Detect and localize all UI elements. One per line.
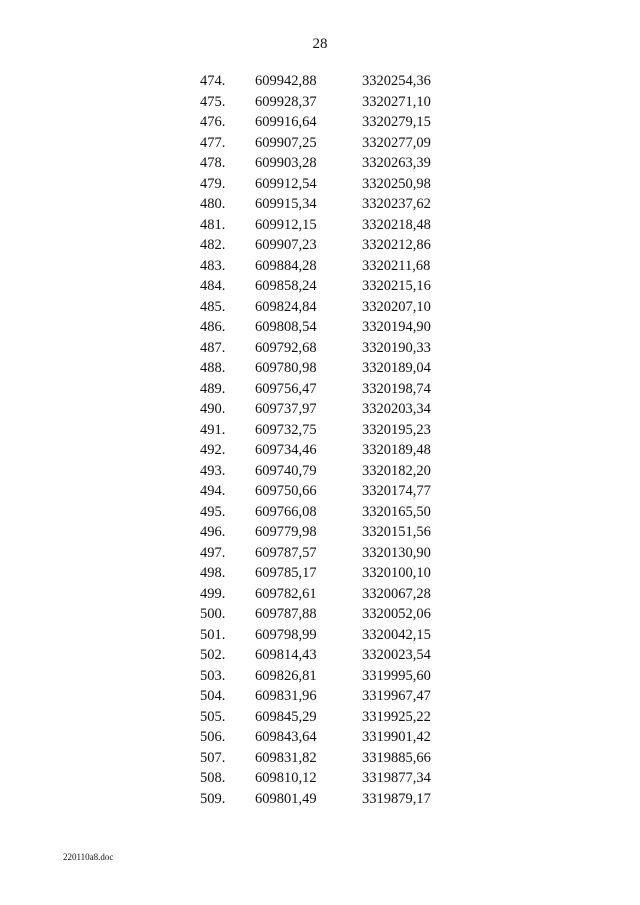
point-number: 508. <box>200 770 226 786</box>
table-row <box>0 297 640 318</box>
y-coordinate: 3320198,74 <box>362 380 431 397</box>
table-row <box>0 276 640 297</box>
point-number: 503. <box>200 667 226 684</box>
x-coordinate: 609928,37 <box>255 93 317 110</box>
x-coordinate: 609779,98 <box>255 524 317 540</box>
x-coordinate: 609912,15 <box>255 216 317 233</box>
y-coordinate: 3320203,34 <box>362 401 431 417</box>
y-coordinate: 3320215,16 <box>362 278 431 294</box>
y-coordinate: 3320212,86 <box>362 237 431 253</box>
y-coordinate: 3320151,56 <box>362 524 431 540</box>
x-coordinate: 609826,81 <box>255 667 317 684</box>
table-row <box>0 686 640 707</box>
point-number: 475. <box>200 93 226 110</box>
table-row <box>0 256 640 277</box>
table-row <box>0 481 640 502</box>
x-coordinate: 609732,75 <box>255 421 317 438</box>
x-coordinate: 609942,88 <box>255 73 317 89</box>
x-coordinate: 609750,66 <box>255 483 317 499</box>
point-number: 500. <box>200 606 226 622</box>
point-number: 507. <box>200 749 226 766</box>
y-coordinate: 3320195,23 <box>362 421 431 438</box>
table-row <box>0 92 640 113</box>
y-coordinate: 3320271,10 <box>362 93 431 110</box>
y-coordinate: 3320042,15 <box>362 626 431 643</box>
y-coordinate: 3320189,04 <box>362 360 431 376</box>
y-coordinate: 3320182,20 <box>362 462 431 479</box>
x-coordinate: 609824,84 <box>255 298 317 315</box>
y-coordinate: 3320218,48 <box>362 216 431 233</box>
point-number: 487. <box>200 339 226 356</box>
point-number: 480. <box>200 196 226 212</box>
y-coordinate: 3320263,39 <box>362 155 431 171</box>
y-coordinate: 3320211,68 <box>362 257 431 274</box>
point-number: 509. <box>200 790 226 807</box>
table-row <box>0 379 640 400</box>
point-number: 486. <box>200 319 226 335</box>
point-number: 484. <box>200 278 226 294</box>
y-coordinate: 3320067,28 <box>362 585 431 602</box>
y-coordinate: 3319995,60 <box>362 667 431 684</box>
y-coordinate: 3319925,22 <box>362 708 431 725</box>
point-number: 474. <box>200 73 226 89</box>
table-row <box>0 502 640 523</box>
x-coordinate: 609831,96 <box>255 688 317 704</box>
table-row <box>0 317 640 338</box>
table-row <box>0 461 640 482</box>
table-row <box>0 235 640 256</box>
y-coordinate: 3320189,48 <box>362 442 431 458</box>
page-number: 28 <box>312 36 328 52</box>
table-row <box>0 748 640 769</box>
point-number: 501. <box>200 626 226 643</box>
point-number: 499. <box>200 585 226 602</box>
table-row <box>0 543 640 564</box>
table-row <box>0 358 640 379</box>
x-coordinate: 609903,28 <box>255 155 317 171</box>
point-number: 497. <box>200 544 226 561</box>
x-coordinate: 609810,12 <box>255 770 317 786</box>
x-coordinate: 609907,25 <box>255 134 317 151</box>
table-row <box>0 112 640 133</box>
y-coordinate: 3320023,54 <box>362 647 431 663</box>
point-number: 504. <box>200 688 226 704</box>
y-coordinate: 3319877,34 <box>362 770 431 786</box>
x-coordinate: 609782,61 <box>255 585 317 602</box>
y-coordinate: 3319967,47 <box>362 688 431 704</box>
x-coordinate: 609766,08 <box>255 503 317 520</box>
y-coordinate: 3320165,50 <box>362 503 431 520</box>
x-coordinate: 609801,49 <box>255 790 317 807</box>
table-row <box>0 338 640 359</box>
x-coordinate: 609915,34 <box>255 196 317 212</box>
point-number: 483. <box>200 257 226 274</box>
y-coordinate: 3320052,06 <box>362 606 431 622</box>
point-number: 477. <box>200 134 226 151</box>
x-coordinate: 609831,82 <box>255 749 317 766</box>
table-row <box>0 625 640 646</box>
x-coordinate: 609787,88 <box>255 606 317 622</box>
x-coordinate: 609907,23 <box>255 237 317 253</box>
point-number: 492. <box>200 442 226 458</box>
y-coordinate: 3320254,36 <box>362 73 431 89</box>
point-number: 494. <box>200 483 226 499</box>
table-row <box>0 604 640 625</box>
x-coordinate: 609756,47 <box>255 380 317 397</box>
table-row <box>0 522 640 543</box>
x-coordinate: 609884,28 <box>255 257 317 274</box>
x-coordinate: 609740,79 <box>255 462 317 479</box>
y-coordinate: 3320194,90 <box>362 319 431 335</box>
x-coordinate: 609785,17 <box>255 565 317 581</box>
x-coordinate: 609787,57 <box>255 544 317 561</box>
point-number: 498. <box>200 565 226 581</box>
point-number: 489. <box>200 380 226 397</box>
table-row <box>0 727 640 748</box>
table-row <box>0 768 640 789</box>
y-coordinate: 3320279,15 <box>362 114 431 130</box>
point-number: 478. <box>200 155 226 171</box>
point-number: 491. <box>200 421 226 438</box>
table-row <box>0 71 640 92</box>
table-row <box>0 194 640 215</box>
table-row <box>0 153 640 174</box>
table-row <box>0 133 640 154</box>
y-coordinate: 3320130,90 <box>362 544 431 561</box>
y-coordinate: 3319885,66 <box>362 749 431 766</box>
table-row <box>0 707 640 728</box>
point-number: 493. <box>200 462 226 479</box>
x-coordinate: 609780,98 <box>255 360 317 376</box>
y-coordinate: 3320277,09 <box>362 134 431 151</box>
point-number: 495. <box>200 503 226 520</box>
coordinate-table <box>0 71 640 809</box>
x-coordinate: 609734,46 <box>255 442 317 458</box>
table-row <box>0 215 640 236</box>
y-coordinate: 3320190,33 <box>362 339 431 356</box>
y-coordinate: 3319901,42 <box>362 729 431 745</box>
point-number: 482. <box>200 237 226 253</box>
point-number: 481. <box>200 216 226 233</box>
point-number: 505. <box>200 708 226 725</box>
table-row <box>0 420 640 441</box>
table-row <box>0 666 640 687</box>
x-coordinate: 609808,54 <box>255 319 317 335</box>
document-filename: 220110a8.doc <box>63 852 114 862</box>
x-coordinate: 609845,29 <box>255 708 317 725</box>
x-coordinate: 609912,54 <box>255 175 317 192</box>
table-row <box>0 440 640 461</box>
table-row <box>0 789 640 810</box>
y-coordinate: 3320237,62 <box>362 196 431 212</box>
point-number: 479. <box>200 175 226 192</box>
x-coordinate: 609792,68 <box>255 339 317 356</box>
point-number: 506. <box>200 729 226 745</box>
y-coordinate: 3320100,10 <box>362 565 431 581</box>
point-number: 476. <box>200 114 226 130</box>
point-number: 496. <box>200 524 226 540</box>
table-row <box>0 174 640 195</box>
y-coordinate: 3320250,98 <box>362 175 431 192</box>
table-row <box>0 399 640 420</box>
point-number: 488. <box>200 360 226 376</box>
x-coordinate: 609843,64 <box>255 729 317 745</box>
table-row <box>0 645 640 666</box>
y-coordinate: 3319879,17 <box>362 790 431 807</box>
point-number: 485. <box>200 298 226 315</box>
point-number: 502. <box>200 647 226 663</box>
y-coordinate: 3320207,10 <box>362 298 431 315</box>
x-coordinate: 609858,24 <box>255 278 317 294</box>
point-number: 490. <box>200 401 226 417</box>
x-coordinate: 609737,97 <box>255 401 317 417</box>
table-row <box>0 563 640 584</box>
y-coordinate: 3320174,77 <box>362 483 431 499</box>
x-coordinate: 609798,99 <box>255 626 317 643</box>
x-coordinate: 609814,43 <box>255 647 317 663</box>
table-row <box>0 584 640 605</box>
x-coordinate: 609916,64 <box>255 114 317 130</box>
